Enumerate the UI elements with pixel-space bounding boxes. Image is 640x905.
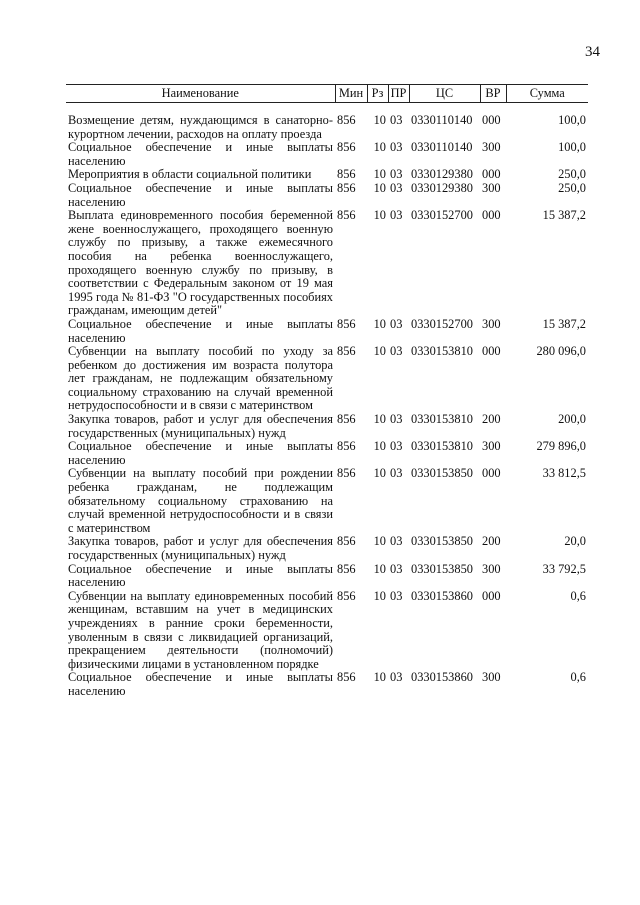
cell-rz: 10 [373, 466, 386, 481]
cell-pr: 03 [390, 588, 403, 603]
cell-vr: 200 [482, 412, 501, 427]
cell-min: 856 [337, 208, 356, 223]
header-cs: ЦС [409, 85, 480, 103]
budget-table [66, 84, 588, 699]
cell-cs: 0330129380 [411, 180, 473, 195]
cell-pr: 03 [390, 439, 403, 454]
cell-cs: 0330153860 [411, 670, 473, 685]
cell-name: Социальное обеспечение и иные выплаты населению [68, 180, 333, 209]
cell-min: 856 [337, 670, 356, 685]
cell-sum: 279 896,0 [536, 439, 586, 454]
header-sum: Сумма [506, 85, 588, 103]
table-row [66, 345, 588, 413]
cell-pr: 03 [390, 208, 403, 223]
cell-min: 856 [337, 561, 356, 576]
cell-name: Мероприятия в области социальной политики [68, 167, 312, 182]
cell-sum: 200,0 [558, 412, 586, 427]
cell-sum: 33 792,5 [542, 561, 586, 576]
cell-name: Социальное обеспечение и иные выплаты населению [68, 140, 333, 168]
cell-min: 856 [337, 466, 356, 481]
cell-rz: 10 [373, 670, 386, 685]
cell-sum: 100,0 [558, 113, 586, 127]
header-rz: Рз [367, 85, 388, 103]
cell-sum: 15 387,2 [542, 316, 586, 331]
cell-name: Закупка товаров, работ и услуг для обеспечения государственных (муниципальных) нужд [68, 534, 333, 562]
cell-cs: 0330153810 [411, 412, 473, 427]
cell-pr: 03 [390, 466, 403, 481]
cell-cs: 0330153850 [411, 466, 473, 481]
cell-min: 856 [337, 439, 356, 454]
cell-vr: 000 [482, 466, 501, 481]
table-row [66, 103, 588, 142]
cell-sum: 280 096,0 [536, 344, 586, 359]
cell-name: Социальное обеспечение и иные выплаты населению [68, 439, 333, 467]
table-row [66, 563, 588, 590]
cell-name: Субвенции на выплату пособий при рождении ребенка гражданам, не подлежащим обязательному социальному страхованию на случай временной нетрудоспособности и в связи с материнством [68, 466, 333, 535]
cell-cs: 0330153850 [411, 561, 473, 576]
table-row [66, 467, 588, 535]
cell-vr: 300 [482, 561, 501, 576]
cell-pr: 03 [390, 180, 403, 195]
cell-min: 856 [337, 167, 356, 182]
cell-vr: 000 [482, 344, 501, 359]
cell-name: Субвенции на выплату пособий по уходу за ребенком до достижения им возраста полутора лет гражданам, не подлежащим обязательному социальному страхованию на случай временной нетрудоспособности и в связи с материнством [68, 344, 333, 413]
cell-name: Возмещение детям, нуждающимся в санаторно-курортном лечении, расходов на оплату проезда [68, 113, 333, 141]
cell-sum: 250,0 [558, 167, 586, 182]
cell-cs: 0330153850 [411, 534, 473, 549]
table-row [66, 440, 588, 467]
header-pr: ПР [388, 85, 409, 103]
table-row [66, 590, 588, 672]
cell-name: Социальное обеспечение и иные выплаты населению [68, 670, 333, 698]
cell-rz: 10 [373, 588, 386, 603]
cell-name: Выплата единовременного пособия беременной жене военнослужащего, проходящего военную службу по призыву, а также ежемесячного пособия на ребенка военнослужащего, проходящего военную службу по призыву, в соответствии с Федеральным законом от 19 мая 1995 года № 81-ФЗ "О государственных пособиях гражданам, имеющим детей" [68, 208, 333, 318]
cell-cs: 0330153860 [411, 588, 473, 603]
cell-rz: 10 [373, 412, 386, 427]
cell-pr: 03 [390, 140, 403, 155]
cell-min: 856 [337, 588, 356, 603]
cell-rz: 10 [373, 140, 386, 155]
cell-pr: 03 [390, 113, 403, 127]
cell-sum: 33 812,5 [542, 466, 586, 481]
cell-sum: 250,0 [558, 180, 586, 195]
cell-vr: 000 [482, 113, 501, 127]
cell-min: 856 [337, 180, 356, 195]
cell-name: Социальное обеспечение и иные выплаты населению [68, 316, 333, 345]
cell-pr: 03 [390, 316, 403, 331]
cell-pr: 03 [390, 534, 403, 549]
cell-min: 856 [337, 412, 356, 427]
header-name: Наименование [66, 85, 335, 103]
cell-sum: 15 387,2 [542, 208, 586, 223]
cell-sum: 20,0 [564, 534, 586, 549]
cell-rz: 10 [373, 561, 386, 576]
cell-sum: 100,0 [558, 140, 586, 155]
table-row [66, 141, 588, 168]
cell-rz: 10 [373, 316, 386, 331]
cell-min: 856 [337, 113, 356, 127]
cell-cs: 0330110140 [411, 140, 473, 155]
cell-name: Субвенции на выплату единовременных пособий женщинам, вставшим на учет в медицинских учреждениях в ранние сроки беременности, уволенным в связи с ликвидацией организаций, прекращением деятельности (полномочий) физическими лицами в установленном порядке [68, 588, 333, 671]
table-row [66, 535, 588, 562]
table-row [66, 209, 588, 318]
cell-pr: 03 [390, 167, 403, 182]
cell-cs: 0330153810 [411, 344, 473, 359]
cell-min: 856 [337, 344, 356, 359]
header-vr: ВР [480, 85, 506, 103]
cell-vr: 000 [482, 167, 501, 182]
cell-cs: 0330110140 [411, 113, 473, 127]
cell-pr: 03 [390, 670, 403, 685]
cell-rz: 10 [373, 167, 386, 182]
cell-cs: 0330152700 [411, 316, 473, 331]
cell-pr: 03 [390, 412, 403, 427]
cell-vr: 300 [482, 316, 501, 331]
table-row [66, 182, 588, 209]
cell-vr: 000 [482, 208, 501, 223]
cell-vr: 300 [482, 180, 501, 195]
table-header [66, 85, 588, 103]
cell-vr: 300 [482, 140, 501, 155]
cell-pr: 03 [390, 561, 403, 576]
table-row [66, 168, 588, 182]
cell-vr: 300 [482, 670, 501, 685]
cell-name: Социальное обеспечение и иные выплаты населению [68, 561, 333, 590]
cell-rz: 10 [373, 344, 386, 359]
table-row [66, 413, 588, 440]
cell-rz: 10 [373, 534, 386, 549]
cell-min: 856 [337, 140, 356, 155]
cell-cs: 0330152700 [411, 208, 473, 223]
cell-cs: 0330129380 [411, 167, 473, 182]
cell-sum: 0,6 [570, 588, 586, 603]
cell-name: Закупка товаров, работ и услуг для обеспечения государственных (муниципальных) нужд [68, 412, 333, 440]
table-row [66, 318, 588, 345]
cell-rz: 10 [373, 439, 386, 454]
page-number: 34 [585, 44, 600, 60]
cell-rz: 10 [373, 208, 386, 223]
cell-vr: 000 [482, 588, 501, 603]
cell-vr: 200 [482, 534, 501, 549]
cell-vr: 300 [482, 439, 501, 454]
cell-min: 856 [337, 534, 356, 549]
table-row [66, 671, 588, 698]
header-min: Мин [335, 85, 367, 103]
cell-min: 856 [337, 316, 356, 331]
cell-pr: 03 [390, 344, 403, 359]
cell-rz: 10 [373, 180, 386, 195]
cell-sum: 0,6 [570, 670, 586, 685]
table-body [66, 103, 588, 699]
cell-rz: 10 [373, 113, 386, 127]
cell-cs: 0330153810 [411, 439, 473, 454]
